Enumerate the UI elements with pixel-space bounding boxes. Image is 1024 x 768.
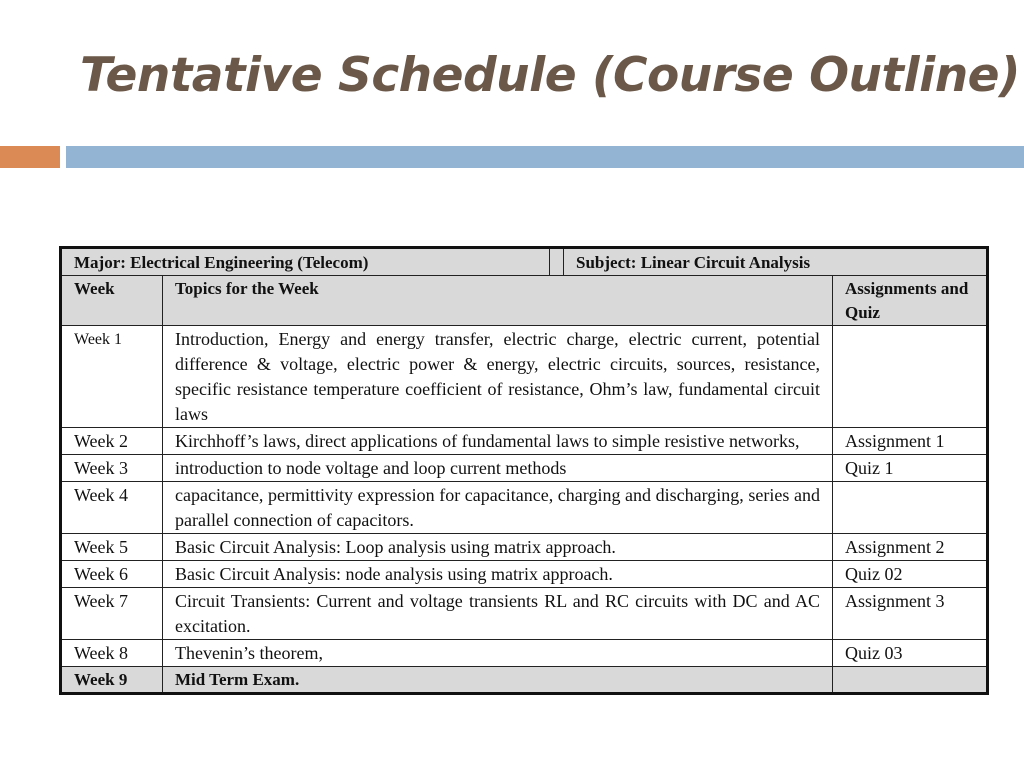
- accent-bar-orange: [0, 146, 60, 168]
- table-row: [61, 640, 988, 667]
- assessment-cell: Assignment 2: [832, 534, 987, 561]
- topics-cell: Introduction, Energy and energy transfer, electric charge, electric current, potential difference & voltage, electric power & energy, electric circuits, sources, resistance, specific resistance temperature coefficient of resistance, Ohm’s law, fundamental circuit laws: [163, 326, 833, 428]
- table-row-midterm: [61, 667, 988, 694]
- assessment-cell: [832, 326, 987, 428]
- table-meta-row: [61, 248, 988, 276]
- topics-cell: Circuit Transients: Current and voltage transients RL and RC circuits with DC and AC excitation.: [163, 588, 833, 640]
- topics-cell: Kirchhoff’s laws, direct applications of fundamental laws to simple resistive networks,: [163, 428, 833, 455]
- slide-title: Tentative Schedule (Course Outline): [80, 48, 1021, 103]
- assessment-cell: [832, 667, 987, 694]
- topics-cell: introduction to node voltage and loop current methods: [163, 455, 833, 482]
- table-row: [61, 588, 988, 640]
- week-cell: Week 6: [61, 561, 163, 588]
- major-label: Major: Electrical Engineering (Telecom): [62, 249, 550, 275]
- assessment-cell: Quiz 1: [832, 455, 987, 482]
- table-header-row: [61, 276, 988, 326]
- week-cell: Week 7: [61, 588, 163, 640]
- assessment-cell: Quiz 03: [832, 640, 987, 667]
- assessment-cell: Assignment 1: [832, 428, 987, 455]
- topics-cell: Basic Circuit Analysis: node analysis using matrix approach.: [163, 561, 833, 588]
- table-row: [61, 482, 988, 534]
- header-assignments: Assignments and Quiz: [832, 276, 987, 326]
- table-row: [61, 561, 988, 588]
- assessment-cell: [832, 482, 987, 534]
- week-cell: Week 5: [61, 534, 163, 561]
- assessment-cell: Assignment 3: [832, 588, 987, 640]
- week-cell: Week 9: [61, 667, 163, 694]
- topics-cell: capacitance, permittivity expression for capacitance, charging and discharging, series and parallel connection of capacitors.: [163, 482, 833, 534]
- week-cell: Week 3: [61, 455, 163, 482]
- table-row: [61, 455, 988, 482]
- assessment-cell: Quiz 02: [832, 561, 987, 588]
- table-row: [61, 428, 988, 455]
- topics-cell: Basic Circuit Analysis: Loop analysis using matrix approach.: [163, 534, 833, 561]
- table-row: [61, 534, 988, 561]
- course-schedule-table: [59, 246, 989, 695]
- week-cell: Week 8: [61, 640, 163, 667]
- topics-cell: Mid Term Exam.: [163, 667, 833, 694]
- week-cell: Week 4: [61, 482, 163, 534]
- header-week: Week: [61, 276, 163, 326]
- accent-bar-blue: [66, 146, 1024, 168]
- subject-label: Subject: Linear Circuit Analysis: [576, 253, 811, 272]
- week-cell: Week 2: [61, 428, 163, 455]
- topics-cell: Thevenin’s theorem,: [163, 640, 833, 667]
- header-topics: Topics for the Week: [163, 276, 833, 326]
- table-row: [61, 326, 988, 428]
- week-cell: Week 1: [61, 326, 163, 428]
